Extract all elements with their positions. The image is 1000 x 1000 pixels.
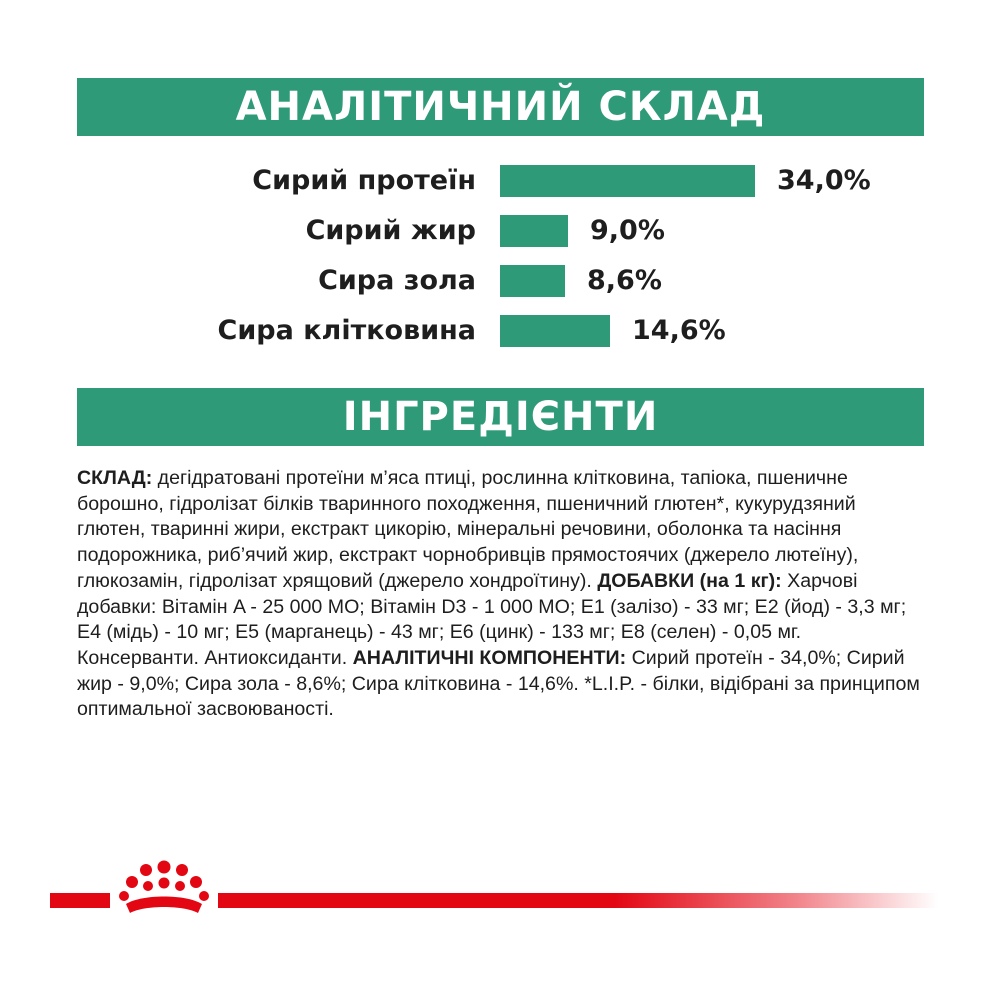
row-bar — [500, 315, 610, 347]
brand-line-right — [218, 893, 938, 908]
ingredients-text — [77, 466, 927, 723]
analytic-row-protein — [0, 164, 1000, 198]
ingredients-title: ІНГРЕДІЄНТИ — [342, 394, 659, 440]
analytic-composition-banner — [77, 78, 924, 136]
row-value: 8,6% — [587, 265, 662, 296]
row-bar — [500, 165, 755, 197]
brand-footer — [50, 860, 900, 920]
row-label: Сирий протеїн — [252, 165, 476, 196]
analytic-components-text: Сирий протеїн - 34,0%; Сирий жир - 9,0%; Сира зола - 8,6%; Сира клітковина - 14,6%. *L.I.P. - білки, відібрані за принципом оптимальної засвоюваності. — [77, 646, 920, 721]
row-bar — [500, 215, 568, 247]
row-label: Сирий жир — [305, 215, 476, 246]
additives-text: Харчові добавки: Вітамін A - 25 000 МО; Вітамін D3 - 1 000 МО; E1 (залізо) - 33 мг; E2 (йод) - 3,3 мг; E4 (мідь) - 10 мг; E5 (марганець) - 43 мг; E6 (цинк) - 133 мг; E8 (селен) - 0,05 мг. Консерванти. Антиоксиданти. — [77, 569, 907, 669]
brand-line-left — [50, 893, 110, 908]
row-value: 14,6% — [632, 315, 726, 346]
composition-label: СКЛАД: — [77, 467, 153, 489]
row-value: 34,0% — [777, 165, 871, 196]
row-value: 9,0% — [590, 215, 665, 246]
row-bar — [500, 265, 565, 297]
analytic-row-ash — [0, 264, 1000, 298]
analytic-row-fat — [0, 214, 1000, 248]
composition-text: дегідратовані протеїни м’яса птиці, рослинна клітковина, тапіока, пшеничне борошно, гідролізат білків тваринного походження, пшеничний глютен*, кукурудзяний глютен, тваринні жири, екстракт цикорію, мінеральні речовини, оболонка та насіння подорожника, риб’ячий жир, екстракт чорнобривців прямостоячих (джерело лютеїну), глюкозамін, гідролізат хрящовий (джерело хондроїтину). — [77, 467, 859, 592]
row-label: Сира клітковина — [217, 315, 476, 346]
royal-canin-crown-logo — [112, 860, 216, 920]
additives-label: ДОБАВКИ (на 1 кг): — [597, 569, 782, 592]
row-label: Сира зола — [318, 265, 476, 296]
analytic-components-label: АНАЛІТИЧНІ КОМПОНЕНТИ: — [352, 646, 627, 669]
analytic-row-fiber — [0, 314, 1000, 348]
analytic-composition-title: АНАЛІТИЧНИЙ СКЛАД — [235, 84, 766, 130]
ingredients-banner — [77, 388, 924, 446]
